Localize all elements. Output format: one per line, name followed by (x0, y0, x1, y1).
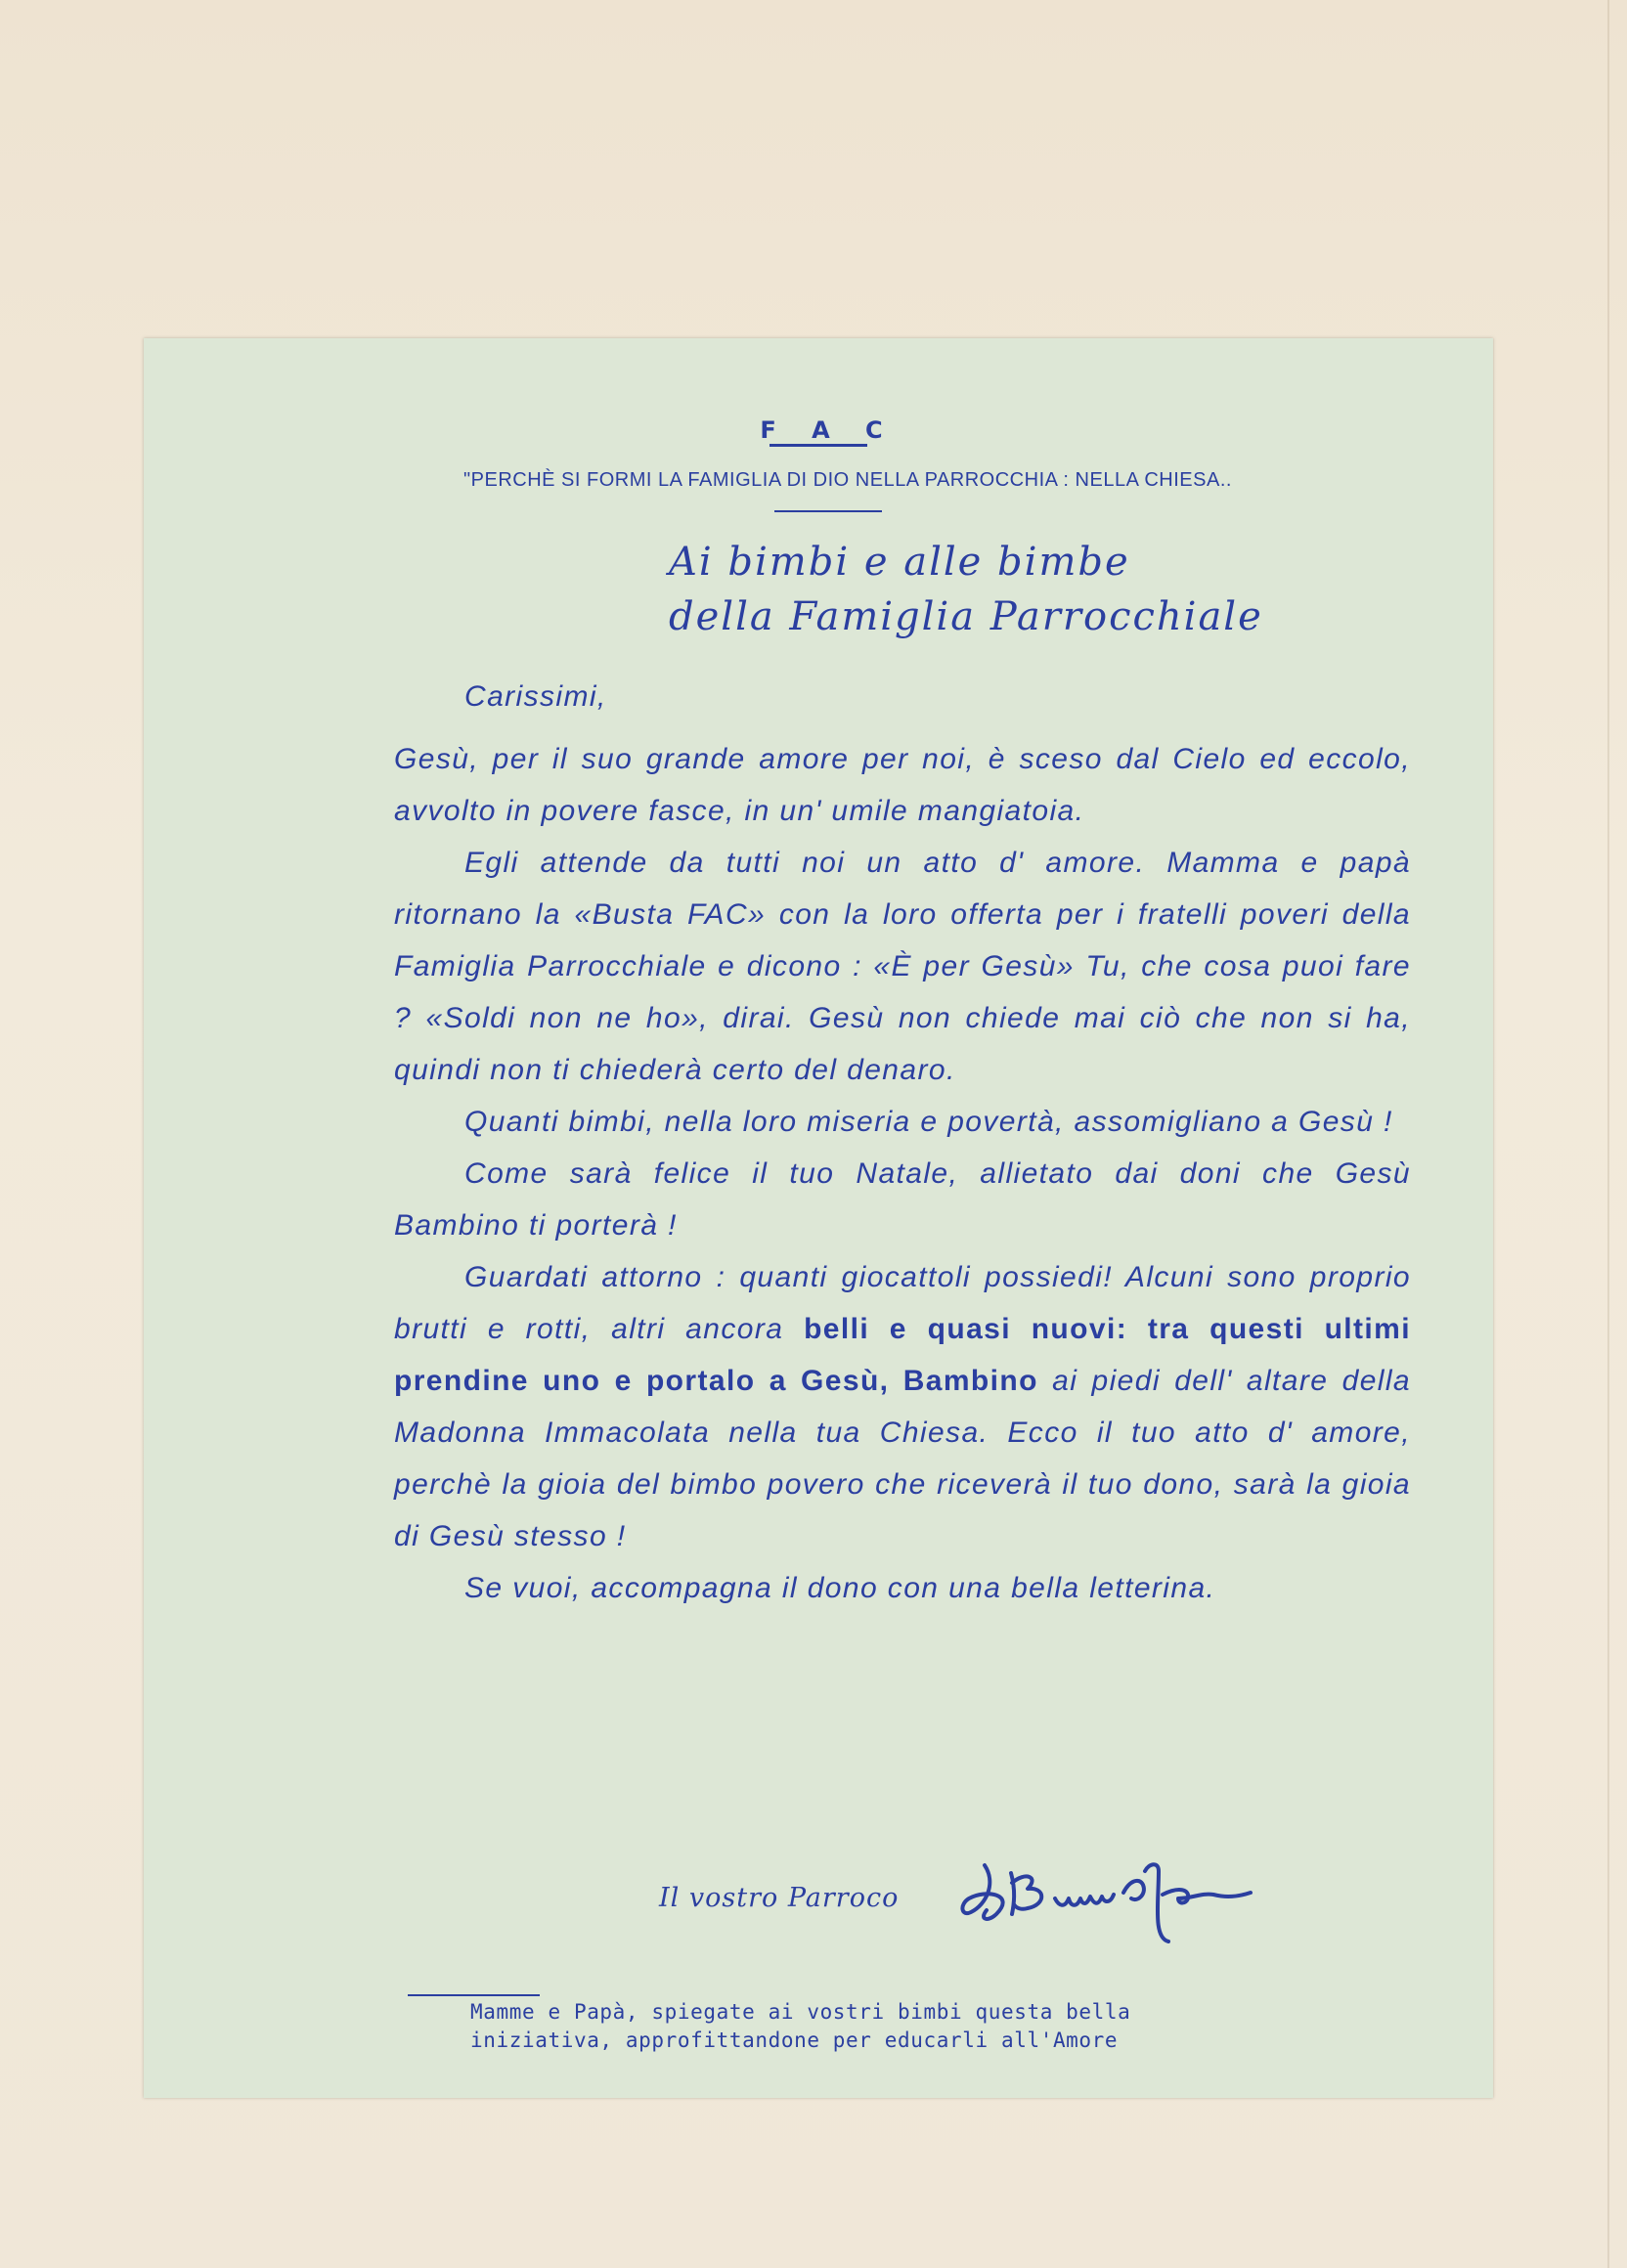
paragraph-2: Egli attende da tutti noi un atto d' amore. Mamma e papà ritornano la «Busta FAC» con la loro offerta per i fratelli poveri della Famiglia Parrocchiale e dicono : «È per Gesù» Tu, che cosa puoi fare ? «Soldi non ne ho», dirai. Gesù non chiede mai ciò che non si ha, quindi non ti chiederà certo del denaro. (394, 847, 1411, 1086)
footnote-line-1: Mamme e Papà, spiegate ai vostri bimbi questa bella (470, 2000, 1131, 2024)
script-heading-line-2: della Famiglia Parrocchiale (669, 594, 1263, 639)
paragraph-5-part-c: ai piedi dell' altare della Madonna Immacolata nella tua Chiesa. Ecco il tuo atto d' amore, perchè la gioia del bimbo povero che riceverà il tuo dono, sarà la gioia di Gesù stesso ! (394, 1365, 1411, 1552)
paragraph-5-part-a: Guardati attorno : quanti giocattoli possiedi! Alcuni sono proprio brutti e rotti, altri ancora (394, 1261, 1411, 1345)
paragraph-3: Quanti bimbi, nella loro miseria e povertà, assomigliano a Gesù ! (464, 1106, 1393, 1138)
footnote (470, 1998, 1350, 2055)
letter-sheet (144, 338, 1493, 2098)
letter-greeting: Carissimi, (464, 680, 607, 713)
paragraph-5 (394, 1251, 1411, 1562)
paragraph-4: Come sarà felice il tuo Natale, allietato dai doni che Gesù Bambino ti porterà ! (394, 1157, 1411, 1242)
header-rule-top (770, 444, 867, 447)
handwritten-signature (957, 1844, 1260, 1951)
paragraph-1: Gesù, per il suo grande amore per noi, è sceso dal Cielo ed eccolo, avvolto in povere fasce, in un' umile mangiatoia. (394, 743, 1411, 827)
backing-edge (1607, 0, 1609, 2268)
header-rule-bottom (774, 510, 882, 512)
paragraph-5-bold: belli e quasi nuovi: tra questi ultimi prendine uno e portalo a Gesù, Bambino (394, 1313, 1411, 1397)
header-motto: "PERCHÈ SI FORMI LA FAMIGLIA DI DIO NELLA PARROCCHIA : NELLA CHIESA.. (463, 469, 1232, 491)
script-heading-line-1: Ai bimbi e alle bimbe (669, 540, 1130, 585)
signature-label: Il vostro Parroco (659, 1883, 900, 1913)
footnote-line-2: iniziativa, approfittandone per educarli all'Amore (470, 2028, 1119, 2052)
paragraph-6: Se vuoi, accompagna il dono con una bella letterina. (464, 1572, 1216, 1604)
header-title: F A C (760, 416, 897, 444)
letter-body (394, 671, 1411, 1614)
footnote-rule (408, 1994, 540, 1996)
